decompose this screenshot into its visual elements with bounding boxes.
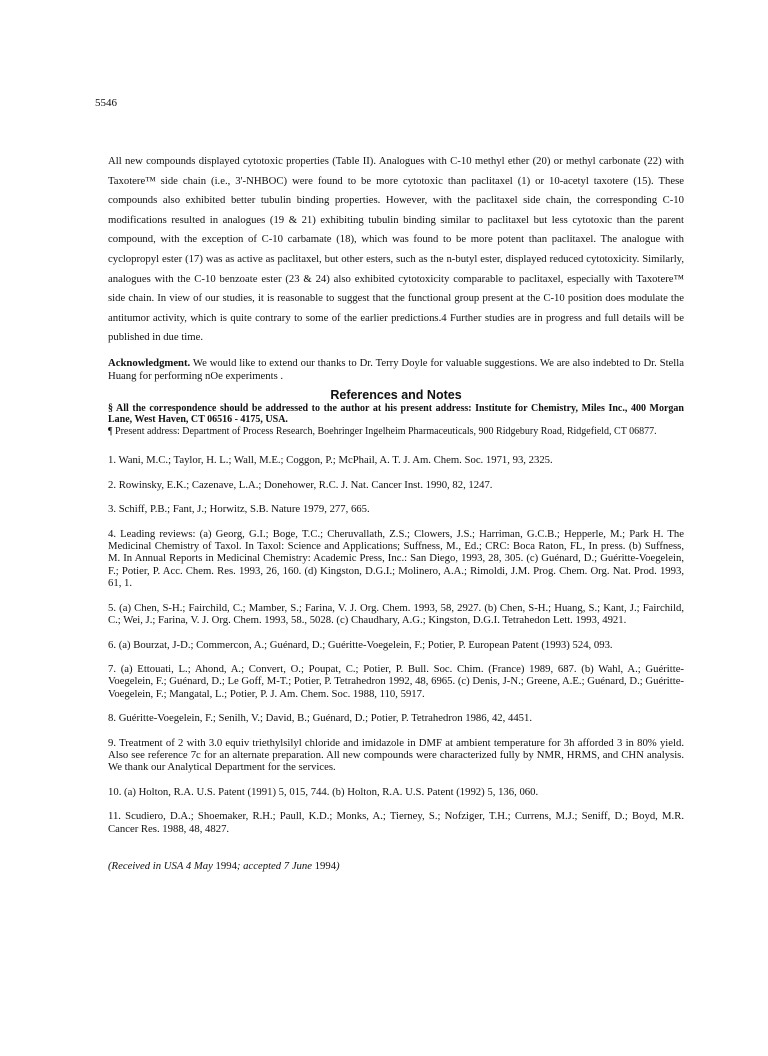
reference-item: 10. (a) Holton, R.A. U.S. Patent (1991) 5, 015, 744. (b) Holton, R.A. U.S. Patent (1992) 5, 136, 060. bbox=[108, 785, 539, 798]
reference-item: 11. Scudiero, D.A.; Shoemaker, R.H.; Paull, K.D.; Monks, A.; Tierney, S.; Nofziger, T.H.; Currens, M.J.; Seniff, D.; Boyd, M.R. Cancer Res. 1988, 48, 4827. bbox=[108, 810, 684, 835]
acknowledgment bbox=[108, 357, 684, 383]
reference-item: 5. (a) Chen, S-H.; Fairchild, C.; Mamber, S.; Farina, V. J. Org. Chem. 1993, 58, 2927. (b) Chen, S-H.; Huang, S.; Kant, J.; Fairchild, C.; Wei, J.; Farina, V. J. Org. Chem. 1993, 58., 5028. (c) Chaudhary, A.G.; Kingston, D.G.I. Tetrahedon Lett. 1993, 4921. bbox=[108, 601, 684, 627]
reference-item: 8. Guéritte-Voegelein, F.; Senilh, V.; David, B.; Guénard, D.; Potier, P. Tetrahedron 1986, 42, 4451. bbox=[108, 712, 533, 725]
acknowledgment-label: Acknowledgment. bbox=[108, 356, 191, 369]
reference-item: 3. Schiff, P.B.; Fant, J.; Horwitz, S.B. Nature 1979, 277, 665. bbox=[108, 503, 370, 516]
page-number: 5546 bbox=[95, 97, 117, 109]
accepted-date: ; accepted 7 June bbox=[236, 859, 315, 872]
present-address-note: ¶ Present address: Department of Process Research, Boehringer Ingelheim Pharmaceuticals, 900 Ridgebury Road, Ridgefield, CT 06877. bbox=[108, 425, 657, 437]
received-country: USA bbox=[163, 859, 184, 872]
accepted-year: 1994 bbox=[314, 859, 337, 872]
acknowledgment-text: We would like to extend our thanks to Dr. Terry Doyle for valuable suggestions. We are also indebted to Dr. Stella Huang for performing nOe experiments . bbox=[108, 356, 684, 382]
reference-item: 2. Rowinsky, E.K.; Cazenave, L.A.; Donehower, R.C. J. Nat. Cancer Inst. 1990, 82, 1247. bbox=[108, 478, 493, 491]
references-heading: References and Notes bbox=[330, 387, 462, 402]
reference-item: 1. Wani, M.C.; Taylor, H. L.; Wall, M.E.; Coggon, P.; McPhail, A. T. J. Am. Chem. Soc. 1971, 93, 2325. bbox=[108, 454, 553, 467]
correspondence-note: § All the correspondence should be addressed to the author at his present address: Institute for Chemistry, Miles Inc., 400 Morgan Lane, West Haven, CT 06516 - 4175, USA. bbox=[108, 402, 684, 426]
received-suffix: ) bbox=[336, 859, 340, 872]
body-paragraph: All new compounds displayed cytotoxic properties (Table II). Analogues with C-10 methyl ether (20) or methyl carbonate (22) with Taxotere™ side chain (i.e., 3'-NHBOC) were found to be more cytotoxic than paclitaxel (1) or 10-acetyl taxotere (15). These compounds also exhibited better tubulin binding properties. However, with the paclitaxel side chain, the corresponding C-10 modifications resulted in analogues (19 & 21) exhibiting tubulin binding similar to paclitaxel but less cytotoxic than the parent compound, with the exception of C-10 carbamate (18), which was found to be more potent than paclitaxel. The analogue with cyclopropyl ester (17) was as active as paclitaxel, but other esters, such as the n-butyl ester, displayed reduced cytotoxicity. Similarly, analogues with the C-10 benzoate ester (23 & 24) also exhibited cytotoxicity comparable to paclitaxel, especially with Taxotere™ side chain. In view of our studies, it is reasonable to suggest that the functional group present at the C-10 position does modulate the antitumor activity, which is quite contrary to some of the earlier predictions.4 Further studies are in progress and full details will be published in due time. bbox=[108, 155, 684, 344]
received-date: 4 May bbox=[183, 859, 216, 872]
article-content bbox=[108, 152, 684, 872]
received-line bbox=[108, 860, 684, 872]
received-year: 1994 bbox=[215, 859, 237, 872]
reference-item: 7. (a) Ettouati, L.; Ahond, A.; Convert, O.; Poupat, C.; Potier, P. Bull. Soc. Chim. (France) 1989, 687. (b) Wahl, A.; Guéritte-Voegelein, F.; Guénard, D.; Le Goff, M-T.; Potier, P. Tetrahedron 1992, 48, 6965. (c) Denis, J-N.; Greene, A.E.; Guénard, D.; Guéritte-Voegelein, F.; Mangatal, L.; Potier, P. J. Am. Chem. Soc. 1988, 110, 5917. bbox=[108, 662, 684, 700]
received-prefix: (Received in bbox=[108, 859, 164, 872]
reference-item: 6. (a) Bourzat, J-D.; Commercon, A.; Guénard, D.; Guéritte-Voegelein, F.; Potier, P. European Patent (1993) 524, 093. bbox=[108, 638, 613, 651]
reference-list bbox=[108, 454, 684, 835]
reference-item: 4. Leading reviews: (a) Georg, G.I.; Boge, T.C.; Cheruvallath, Z.S.; Clowers, J.S.; Harriman, G.C.B.; Hepperle, M.; Park H. The Medicinal Chemistry of Taxol. In Taxol: Science and Applications; Suffness, M., Ed.; CRC: Boca Raton, FL, In press. (b) Suffness, M. In Annual Reports in Medicinal Chemistry: Academic Press, Inc.: San Diego, 1993, 28, 305. (c) Guénard, D.; Guéritte-Voegelein, F.; Potier, P. Acc. Chem. Res. 1993, 26, 160. (d) Kingston, D.G.I.; Molinero, A.A.; Rimoldi, J.M. Prog. Chem. Org. Nat. Prod. 1993, 61, 1. bbox=[108, 527, 684, 590]
reference-item: 9. Treatment of 2 with 3.0 equiv triethylsilyl chloride and imidazole in DMF at ambient temperature for 3h afforded 3 in 80% yield. Also see reference 7c for an alternate preparation. All new compounds were characterized fully by NMR, HRMS, and CHN analysis. We thank our Analytical Department for the services. bbox=[108, 736, 684, 774]
